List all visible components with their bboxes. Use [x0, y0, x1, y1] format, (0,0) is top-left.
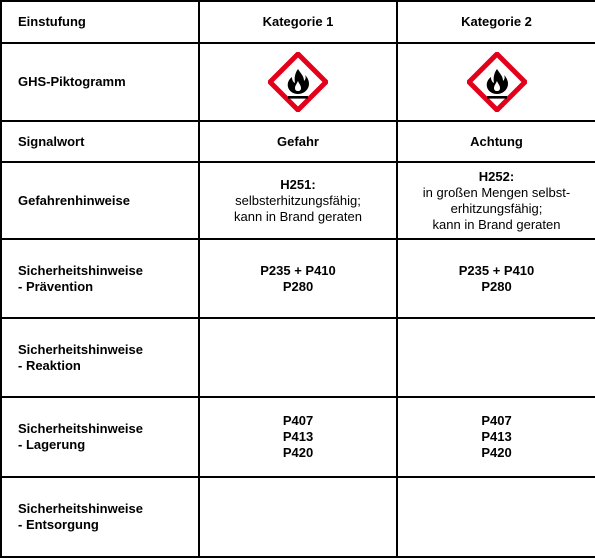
lagerung-cat1 — [199, 397, 397, 477]
praevention-label — [1, 239, 199, 318]
p-code: P420 — [481, 445, 512, 460]
p-code: P235 + P410 — [260, 262, 336, 278]
header-einstufung: Einstufung — [1, 1, 199, 43]
gefahrenhinweise-row — [1, 162, 595, 239]
header-row — [1, 1, 595, 43]
p-code: P407 — [282, 413, 314, 428]
reaktion-cat2 — [397, 318, 595, 397]
label-line: Sicherheitshinweise — [18, 262, 143, 278]
praevention-cat1 — [199, 239, 397, 318]
signalwort-row — [1, 121, 595, 162]
p-code: P413 — [282, 429, 314, 444]
p-code: P235 + P410 — [458, 262, 535, 278]
gefahrenhinweise-cat2 — [397, 162, 595, 239]
label-line: - Reaktion — [18, 357, 81, 373]
p-code: P413 — [481, 429, 512, 444]
pictogram-cell-cat2 — [397, 43, 595, 121]
entsorgung-row — [1, 477, 595, 557]
hazard-code: H251: — [280, 176, 316, 192]
label-line: - Prävention — [18, 278, 94, 294]
label-line: Sicherheitshinweise — [18, 501, 143, 516]
p-code: P420 — [282, 445, 314, 460]
label-line: Sicherheitshinweise — [18, 341, 143, 357]
pictogram-label: GHS-Piktogramm — [1, 43, 199, 121]
lagerung-cat2 — [397, 397, 595, 477]
header-kategorie-1: Kategorie 1 — [199, 1, 397, 43]
hazard-text-line: selbsterhitzungsfähig; — [235, 192, 361, 208]
reaktion-cat1 — [199, 318, 397, 397]
reaktion-row — [1, 318, 595, 397]
p-code: P280 — [481, 278, 512, 294]
p-code: P407 — [481, 413, 512, 428]
entsorgung-label — [1, 477, 199, 557]
hazard-text-line: erhitzungsfähig; — [450, 200, 543, 216]
lagerung-row — [1, 397, 595, 477]
label-line: - Entsorgung — [18, 517, 99, 532]
signalwort-cat1: Gefahr — [199, 121, 397, 162]
lagerung-label — [1, 397, 199, 477]
signalwort-label: Signalwort — [1, 121, 199, 162]
entsorgung-cat1 — [199, 477, 397, 557]
entsorgung-cat2 — [397, 477, 595, 557]
p-code: P280 — [282, 278, 314, 294]
pictogram-row — [1, 43, 595, 121]
gefahrenhinweise-label: Gefahrenhinweise — [1, 162, 199, 239]
hazard-text-line: kann in Brand geraten — [234, 208, 362, 224]
label-line: - Lagerung — [18, 437, 86, 452]
praevention-cat2 — [397, 239, 595, 318]
label-line: Sicherheitshinweise — [18, 421, 143, 436]
hazard-text-line: in großen Mengen selbst- — [422, 184, 571, 200]
praevention-row — [1, 239, 595, 318]
hazard-text-line: kann in Brand geraten — [432, 216, 561, 232]
gefahrenhinweise-cat1 — [199, 162, 397, 239]
hazard-code: H252: — [478, 168, 515, 184]
reaktion-label — [1, 318, 199, 397]
flame-pictogram-icon — [268, 52, 328, 112]
pictogram-cell-cat1 — [199, 43, 397, 121]
signalwort-cat2: Achtung — [397, 121, 595, 162]
flame-pictogram-icon — [467, 52, 527, 112]
header-kategorie-2: Kategorie 2 — [397, 1, 595, 43]
